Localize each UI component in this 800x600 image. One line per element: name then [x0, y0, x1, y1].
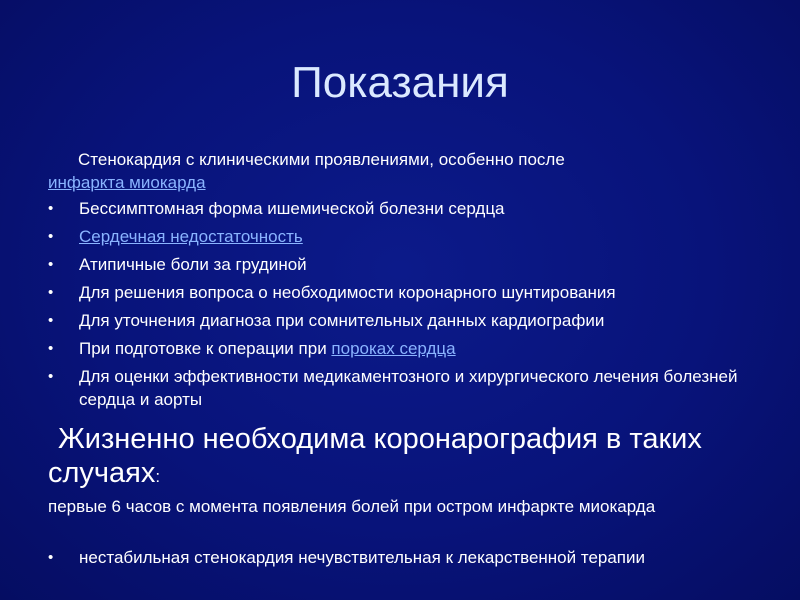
list-item-text: Атипичные боли за грудиной	[79, 255, 307, 274]
bullet-icon: •	[48, 549, 54, 566]
list-item	[48, 337, 768, 360]
bullet-icon: •	[48, 200, 54, 217]
bullet-icon: •	[48, 368, 54, 385]
list-item-text: Для оценки эффективности медикаментозного и хирургического лечения болезней сердца и аорты	[79, 367, 738, 409]
list-item	[48, 253, 768, 276]
list-item-text: нестабильная стенокардия нечувствительная к лекарственной терапии	[79, 548, 646, 567]
list-item	[48, 365, 768, 411]
urgent-list	[48, 546, 768, 569]
list-item	[48, 546, 768, 569]
intro-paragraph	[48, 148, 768, 194]
urgent-heading-colon: :	[155, 467, 161, 486]
list-item	[48, 309, 768, 332]
heart-failure-link[interactable]: Сердечная недостаточность	[79, 227, 303, 246]
bullet-icon: •	[48, 256, 54, 273]
bullet-icon: •	[48, 284, 54, 301]
list-item-text: Для уточнения диагноза при сомнительных данных кардиографии	[79, 311, 605, 330]
urgent-heading-text: Жизненно необходима коронарография в таких случаях	[48, 423, 702, 489]
list-item	[48, 225, 768, 248]
bullet-icon: •	[48, 312, 54, 329]
urgent-heading	[48, 422, 768, 494]
myocardial-infarction-link[interactable]: инфаркта миокарда	[48, 173, 206, 192]
slide-title: Показания	[291, 58, 509, 107]
bullet-icon: •	[48, 340, 54, 357]
list-item-text: Для решения вопроса о необходимости коронарного шунтирования	[79, 283, 616, 302]
urgent-subtext: первые 6 часов с момента появления болей при остром инфаркте миокарда	[48, 497, 656, 516]
list-item	[48, 281, 768, 304]
list-item-text: Бессимптомная форма ишемической болезни сердца	[79, 199, 505, 218]
indications-list	[48, 197, 768, 416]
list-item	[48, 197, 768, 220]
heart-defects-link[interactable]: пороках сердца	[331, 339, 456, 358]
bullet-icon: •	[48, 228, 54, 245]
intro-text: Стенокардия с клиническими проявлениями, особенно после	[78, 150, 565, 169]
list-item-text: При подготовке к операции при	[79, 339, 332, 358]
